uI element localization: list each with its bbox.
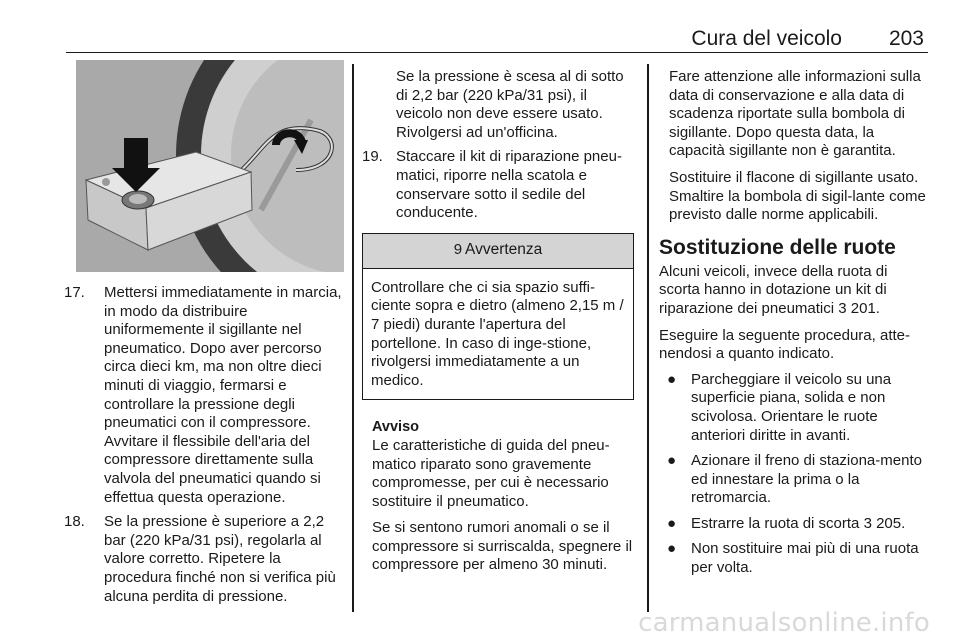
warning-text: Controllare che ci sia spazio suffi-ciente sopra e dietro (almeno 2,15 m / 7 piedi) durante l'apertura del portellone. In caso di inge-stione, rivolgersi immediatamente a un medico. <box>371 278 624 389</box>
paragraph: Eseguire la seguente procedura, atte-nendosi a quanto indicato. <box>659 326 910 363</box>
chapter-title: Cura del veicolo <box>691 27 842 50</box>
column-divider <box>352 64 354 612</box>
warning-box <box>362 233 634 401</box>
bullet-item: ● Azionare il freno di staziona-mento ed innestare la prima o la retromarcia. <box>667 452 922 507</box>
paragraph: Fare attenzione alle informazioni sulla data di conservazione e alla data di scadenza riportate sulla bombola di sigillante. Dopo questa data, la capacità sigillante non è garantita. <box>669 68 921 160</box>
page-header <box>66 24 928 53</box>
warning-header <box>363 234 633 269</box>
watermark: carmanualsonline.info <box>638 608 930 638</box>
column-divider <box>647 64 649 612</box>
column-left <box>64 60 344 606</box>
paragraph: Alcuni veicoli, invece della ruota di scorta hanno in dotazione un kit di riparazione dei pneumatici 3 201. <box>659 262 888 317</box>
warning-icon: 9 <box>453 241 463 259</box>
column-middle <box>362 60 634 575</box>
list-item: 19. Staccare il kit di riparazione pneu-matici, riporre nella scatola e conservare sotto il sedile del conducente. <box>362 148 622 222</box>
continuation-text: Se la pressione è scesa al di sotto di 2,2 bar (220 kPa/31 psi), il veicolo non deve essere usato. Rivolgersi ad un'officina. <box>396 68 624 141</box>
section-title: Sostituzione delle ruote <box>659 235 896 259</box>
bullet-icon: ● <box>667 540 677 558</box>
list-item: 18. Se la pressione è superiore a 2,2 bar (220 kPa/31 psi), regolarla al valore corretto. Ripetere la procedura finché non si verifica più alcuna perdita di pressione. <box>64 513 336 605</box>
note-text: Le caratteristiche di guida del pneu-matico riparato sono gravemente compromesse, per cui è necessario sostituire il pneumatico. <box>372 436 610 510</box>
paragraph: Sostituire il flacone di sigillante usato. Smaltire la bombola di sigil-lante come previsto dalle norme applicabili. <box>669 168 926 224</box>
item-text: Se la pressione è superiore a 2,2 bar (220 kPa/31 psi), regolarla al valore corretto. Ripetere la procedura finché non si verifica più alcuna perdita di pressione. <box>104 513 336 605</box>
column-right <box>659 60 931 578</box>
page-number: 203 <box>888 27 924 50</box>
warning-title: Avvertenza <box>465 241 543 259</box>
bullet-icon: ● <box>667 452 677 470</box>
bullet-item: ● Non sostituire mai più di una ruota per volta. <box>667 540 919 577</box>
item-text: Mettersi immediatamente in marcia, in modo da distribuire uniformemente il sigillante nel pneumatico. Dopo aver percorso circa dieci km, ma non oltre dieci minuti di viaggio, fermarsi e controllare la pressione degli pneumatici con il compressore. Avvitare il flessibile dell'aria del compressore direttamente sulla valvola del pneumatici quando si effettua questa operazione. <box>104 284 342 506</box>
bullet-item: ● Estrarre la ruota di scorta 3 205. <box>667 514 906 532</box>
bullet-item: ● Parcheggiare il veicolo su una superficie piana, solida e non scivolosa. Orientare le ruote anteriori diritte in avanti. <box>667 370 892 444</box>
bullet-icon: ● <box>667 514 677 532</box>
bullet-icon: ● <box>667 370 677 388</box>
note-text: Se si sentono rumori anomali o se il compressore si surriscalda, spegnere il compressore per almeno 30 minuti. <box>372 519 633 574</box>
item-text: Staccare il kit di riparazione pneu-matici, riporre nella scatola e conservare sotto il sedile del conducente. <box>396 148 622 222</box>
compressor-illustration <box>76 60 344 272</box>
note-heading: Avviso <box>372 419 420 436</box>
list-item: 17. Mettersi immediatamente in marcia, in modo da distribuire uniformemente il sigillante nel pneumatico. Dopo aver percorso circa dieci km, ma non oltre dieci minuti di viaggio, fermarsi e controllare la pressione degli pneumatici con il compressore. Avvitare il flessibile dell'aria del compressore direttamente sulla valvola del pneumatici quando si effettua questa operazione. <box>64 284 342 506</box>
